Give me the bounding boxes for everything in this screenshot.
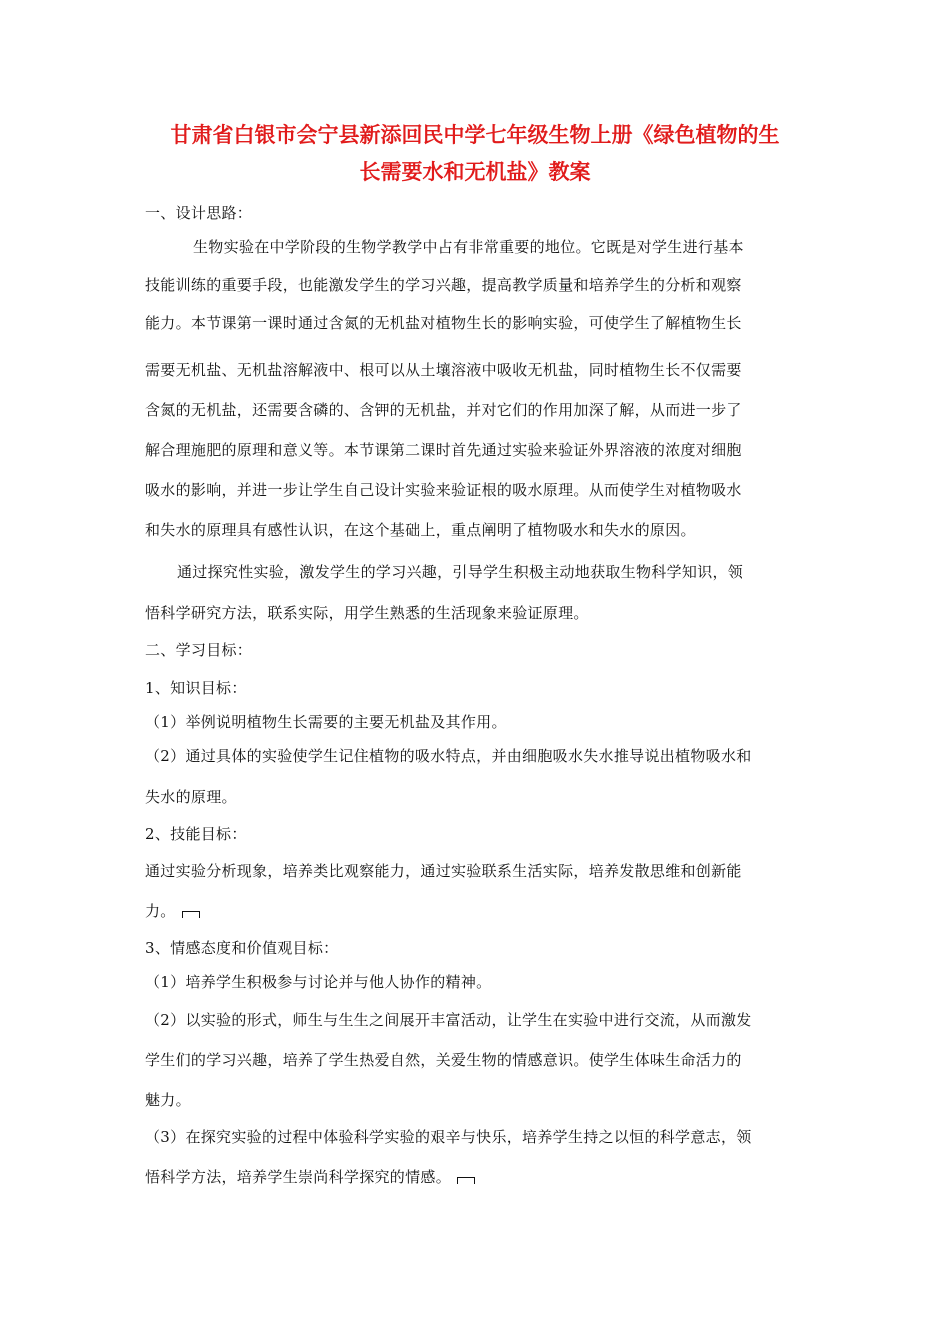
list-item-continued: 魅力。: [145, 1091, 191, 1109]
subsection-heading-attitude: 3、情感态度和价值观目标：: [145, 939, 339, 957]
list-item: （1）举例说明植物生长需要的主要无机盐及其作用。: [145, 713, 507, 731]
paragraph-line: 悟科学研究方法，联系实际，用学生熟悉的生活现象来验证原理。: [145, 604, 589, 622]
paragraph-line: 和失水的原理具有感性认识，在这个基础上，重点阐明了植物吸水和失水的原因。: [145, 521, 696, 539]
paragraph-line: 能力。本节课第一课时通过含氮的无机盐对植物生长的影响实验，可使学生了解植物生长: [145, 314, 742, 332]
paragraph-line: 吸水的影响，并进一步让学生自己设计实验来验证根的吸水原理。从而使学生对植物吸水: [145, 481, 742, 499]
section-heading-design: 一、设计思路：: [145, 204, 253, 222]
document-title-line-2: 长需要水和无机盐》教案: [359, 160, 591, 184]
paragraph-line: 需要无机盐、无机盐溶解液中、根可以从土壤溶液中吸收无机盐，同时植物生长不仅需要: [145, 361, 742, 379]
paragraph-line: 含氮的无机盐，还需要含磷的、含钾的无机盐，并对它们的作用加深了解，从而进一步了: [145, 401, 742, 419]
list-item: （1）培养学生积极参与讨论并与他人协作的精神。: [145, 973, 492, 991]
document-title-line-1: 甘肃省白银市会宁县新添回民中学七年级生物上册《绿色植物的生: [170, 123, 780, 147]
list-item: （2）通过具体的实验使学生记住植物的吸水特点，并由细胞吸水失水推导说出植物吸水和: [145, 747, 752, 765]
subsection-heading-skills: 2、技能目标：: [145, 825, 247, 843]
paragraph-line: 通过探究性实验，激发学生的学习兴趣，引导学生积极主动地获取生物科学知识，领: [177, 563, 744, 581]
paragraph-text: 力。: [145, 902, 176, 920]
list-item: （3）在探究实验的过程中体验科学实验的艰辛与快乐，培养学生持之以恒的科学意志，领: [145, 1128, 752, 1146]
section-heading-objectives: 二、学习目标：: [145, 641, 253, 659]
list-item: （2）以实验的形式，师生与生生之间展开丰富活动，让学生在实验中进行交流，从而激发: [145, 1011, 752, 1029]
bracket-mark-icon: [457, 1177, 475, 1184]
paragraph-line: 解合理施肥的原理和意义等。本节课第二课时首先通过实验来验证外界溶液的浓度对细胞: [145, 441, 742, 459]
list-item-continued: 失水的原理。: [145, 788, 237, 806]
paragraph-line: 技能训练的重要手段，也能激发学生的学习兴趣，提高教学质量和培养学生的分析和观察: [145, 276, 742, 294]
bracket-mark-icon: [182, 911, 200, 918]
paragraph-text: 悟科学方法，培养学生崇尚科学探究的情感。: [145, 1168, 452, 1186]
paragraph-line: 生物实验在中学阶段的生物学教学中占有非常重要的地位。它既是对学生进行基本: [193, 238, 744, 256]
list-item-continued: 学生们的学习兴趣，培养了学生热爱自然，关爱生物的情感意识。使学生体味生命活力的: [145, 1051, 742, 1069]
paragraph-line-with-mark: [145, 901, 810, 921]
paragraph-line: 通过实验分析现象，培养类比观察能力，通过实验联系生活实际，培养发散思维和创新能: [145, 862, 742, 880]
list-item-continued-with-mark: [145, 1167, 810, 1187]
subsection-heading-knowledge: 1、知识目标：: [145, 679, 247, 697]
